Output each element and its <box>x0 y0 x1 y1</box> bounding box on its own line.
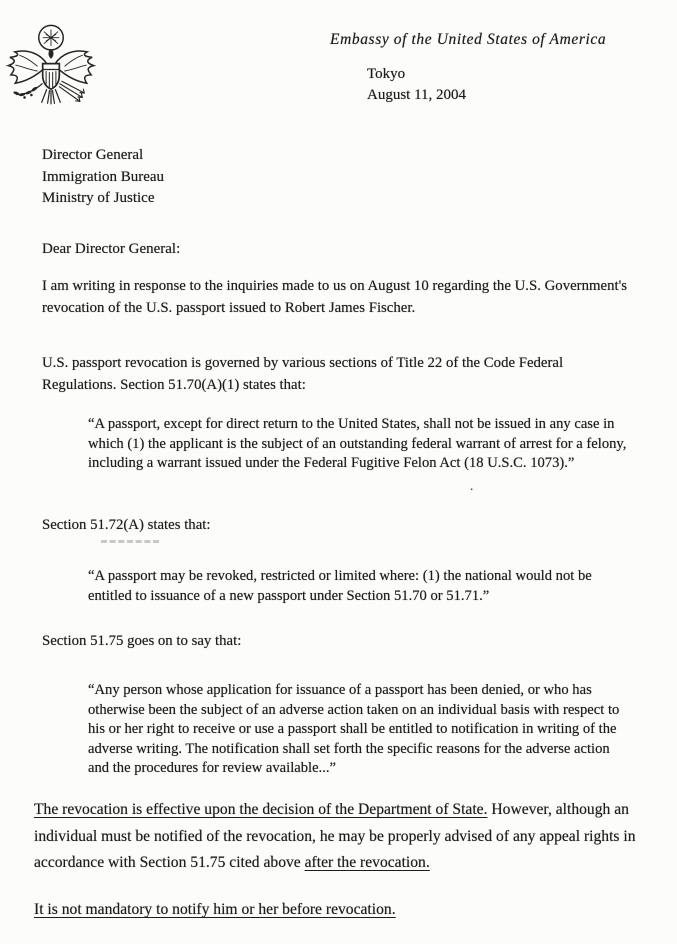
paragraph-intro: I am writing in response to the inquiries made to us on August 10 regarding the U.S. Government's revocation of the U.S. passport issued to Robert James Fischer. <box>42 278 627 316</box>
date-line: August 11, 2004 <box>367 87 467 103</box>
paragraph-not-mandatory <box>34 901 640 919</box>
section-51-72-heading: Section 51.72(A) states that: <box>42 517 211 533</box>
recipient-address <box>42 145 164 210</box>
great-seal-icon <box>2 22 100 120</box>
underlined-after-the-revocation: after the revocation. <box>304 854 430 871</box>
underlined-not-mandatory: It is not mandatory to notify him or her before revocation. <box>34 901 396 918</box>
paragraph-revocation-effective <box>34 797 640 877</box>
scan-dot-artifact: . <box>470 478 474 493</box>
paragraph-regulations: U.S. passport revocation is governed by various sections of Title 22 of the Code Federal Regulations. Section 51.70(A)(1) states that: <box>42 355 564 393</box>
blockquote-section-51-75: “Any person whose application for issuance of a passport has been denied, or who has otherwise been the subject of an adverse action taken on an individual basis with respect to his or her right to receive or use a passport shall be entitled to notification in writing of the adverse writing. The notification shall set forth the specific reasons for the adverse action and the procedures for review available...” <box>88 682 620 776</box>
blockquote-section-51-70: “A passport, except for direct return to the United States, shall not be issued in any case in which (1) the applicant is the subject of an outstanding federal warrant of arrest for a felony, including a warrant issued under the Federal Fugitive Felon Act (18 U.S.C. 1073).” <box>88 416 627 471</box>
underline-smudge-artifact <box>101 540 159 543</box>
blockquote-section-51-72: “A passport may be revoked, restricted or limited where: (1) the national would not be entitled to issuance of a new passport under Section 51.70 or 51.71.” <box>88 568 592 604</box>
recipient-line: Director General <box>42 147 144 163</box>
recipient-line: Ministry of Justice <box>42 190 155 206</box>
embassy-title: Embassy of the United States of America <box>330 31 607 48</box>
underlined-sentence-decision: The revocation is effective upon the decision of the Department of State. <box>34 801 488 818</box>
city-line: Tokyo <box>367 66 406 82</box>
paragraph-revocation-middle: However, although an individual must be notified of the revocation, he may be properly advised of any appeal rights in accordance with Section 51.75 cited above <box>34 801 636 871</box>
section-51-75-heading: Section 51.75 goes on to say that: <box>42 633 242 649</box>
salutation: Dear Director General: <box>42 241 181 257</box>
recipient-line: Immigration Bureau <box>42 168 165 185</box>
